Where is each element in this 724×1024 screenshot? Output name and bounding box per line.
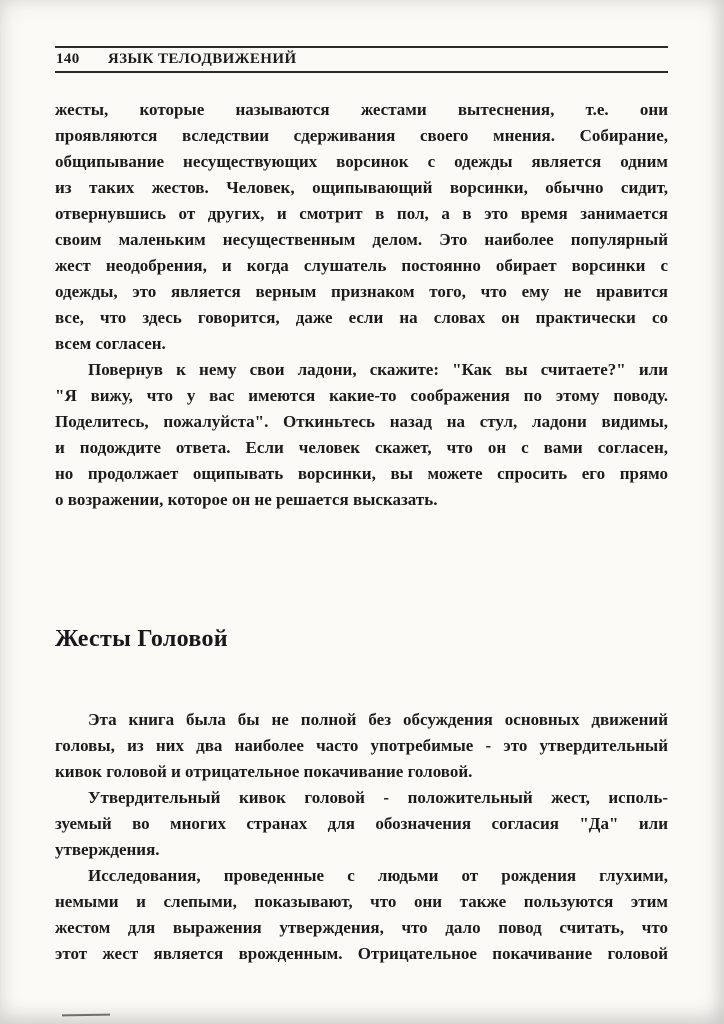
text-line: "Я вижу, что у вас имеются какие-то соображения по этому поводу.: [55, 386, 668, 405]
paragraph: [55, 785, 668, 863]
text-line: своим маленьким несущественным делом. Это наиболее популярный: [55, 230, 668, 249]
page-number: 140: [56, 51, 80, 67]
text-line: одежды, это является верным признаком того, что ему не нравится: [55, 282, 668, 301]
text-line: все, что здесь говорится, даже если на словах он практически со: [55, 308, 668, 327]
text-line: жестом для выражения утверждения, что дало повод считать, что: [55, 918, 668, 937]
text-line: проявляются вследствии сдерживания своего мнения. Собирание,: [55, 126, 668, 145]
text-line: жест неодобрения, и когда слушатель постоянно обирает ворсинки с: [55, 256, 668, 275]
text-line: жесты, которые называются жестами вытеснения, т.е. они: [55, 100, 668, 119]
text-line: из таких жестов. Человек, ощипывающий ворсинки, обычно сидит,: [55, 178, 668, 197]
text-line: общипывание несуществующих ворсинок с одежды является одним: [55, 152, 668, 171]
body-text-bottom: [55, 707, 668, 967]
text-line: но продолжает ощипывать ворсинки, вы можете спросить его прямо: [55, 464, 668, 483]
running-title: ЯЗЫК ТЕЛОДВИЖЕНИЙ: [107, 51, 297, 67]
body-text-top: [55, 97, 668, 513]
text-line: этот жест является врожденным. Отрицательное покачивание головой: [55, 944, 668, 963]
scan-artifact: [62, 1014, 110, 1017]
text-line: Исследования, проведенные с людьми от рождения глухими,: [88, 866, 668, 885]
text-line: кивок головой и отрицательное покачивание головой.: [55, 762, 473, 781]
text-line: немыми и слепыми, показывают, что они также пользуются этим: [55, 892, 668, 911]
paragraph: [55, 97, 668, 357]
text-line: всем согласен.: [55, 334, 166, 353]
section-heading: Жесты Головой: [55, 626, 228, 652]
text-line: и подождите ответа. Если человек скажет, что он с вами согласен,: [55, 438, 668, 457]
text-line: о возражении, которое он не решается высказать.: [55, 490, 438, 509]
text-line: Утвердительный кивок головой - положительный жест, исполь-: [88, 788, 668, 807]
text-line: Поделитесь, пожалуйста". Откиньтесь назад на стул, ладони видимы,: [55, 412, 668, 431]
text-line: зуемый во многих странах для обозначения согласия "Да" или: [55, 814, 668, 833]
text-line: отвернувшись от других, и смотрит в пол, а в это время занимается: [55, 204, 668, 223]
text-line: головы, из них два наиболее часто употребимые - это утвердительный: [55, 736, 668, 755]
paragraph: [55, 863, 668, 967]
text-line: Повернув к нему свои ладони, скажите: "Как вы считаете?" или: [88, 360, 668, 379]
paragraph: [55, 707, 668, 785]
text-line: утверждения.: [55, 840, 160, 859]
page-header: [55, 46, 668, 73]
paragraph: [55, 357, 668, 513]
text-line: Эта книга была бы не полной без обсуждения основных движений: [88, 710, 668, 729]
